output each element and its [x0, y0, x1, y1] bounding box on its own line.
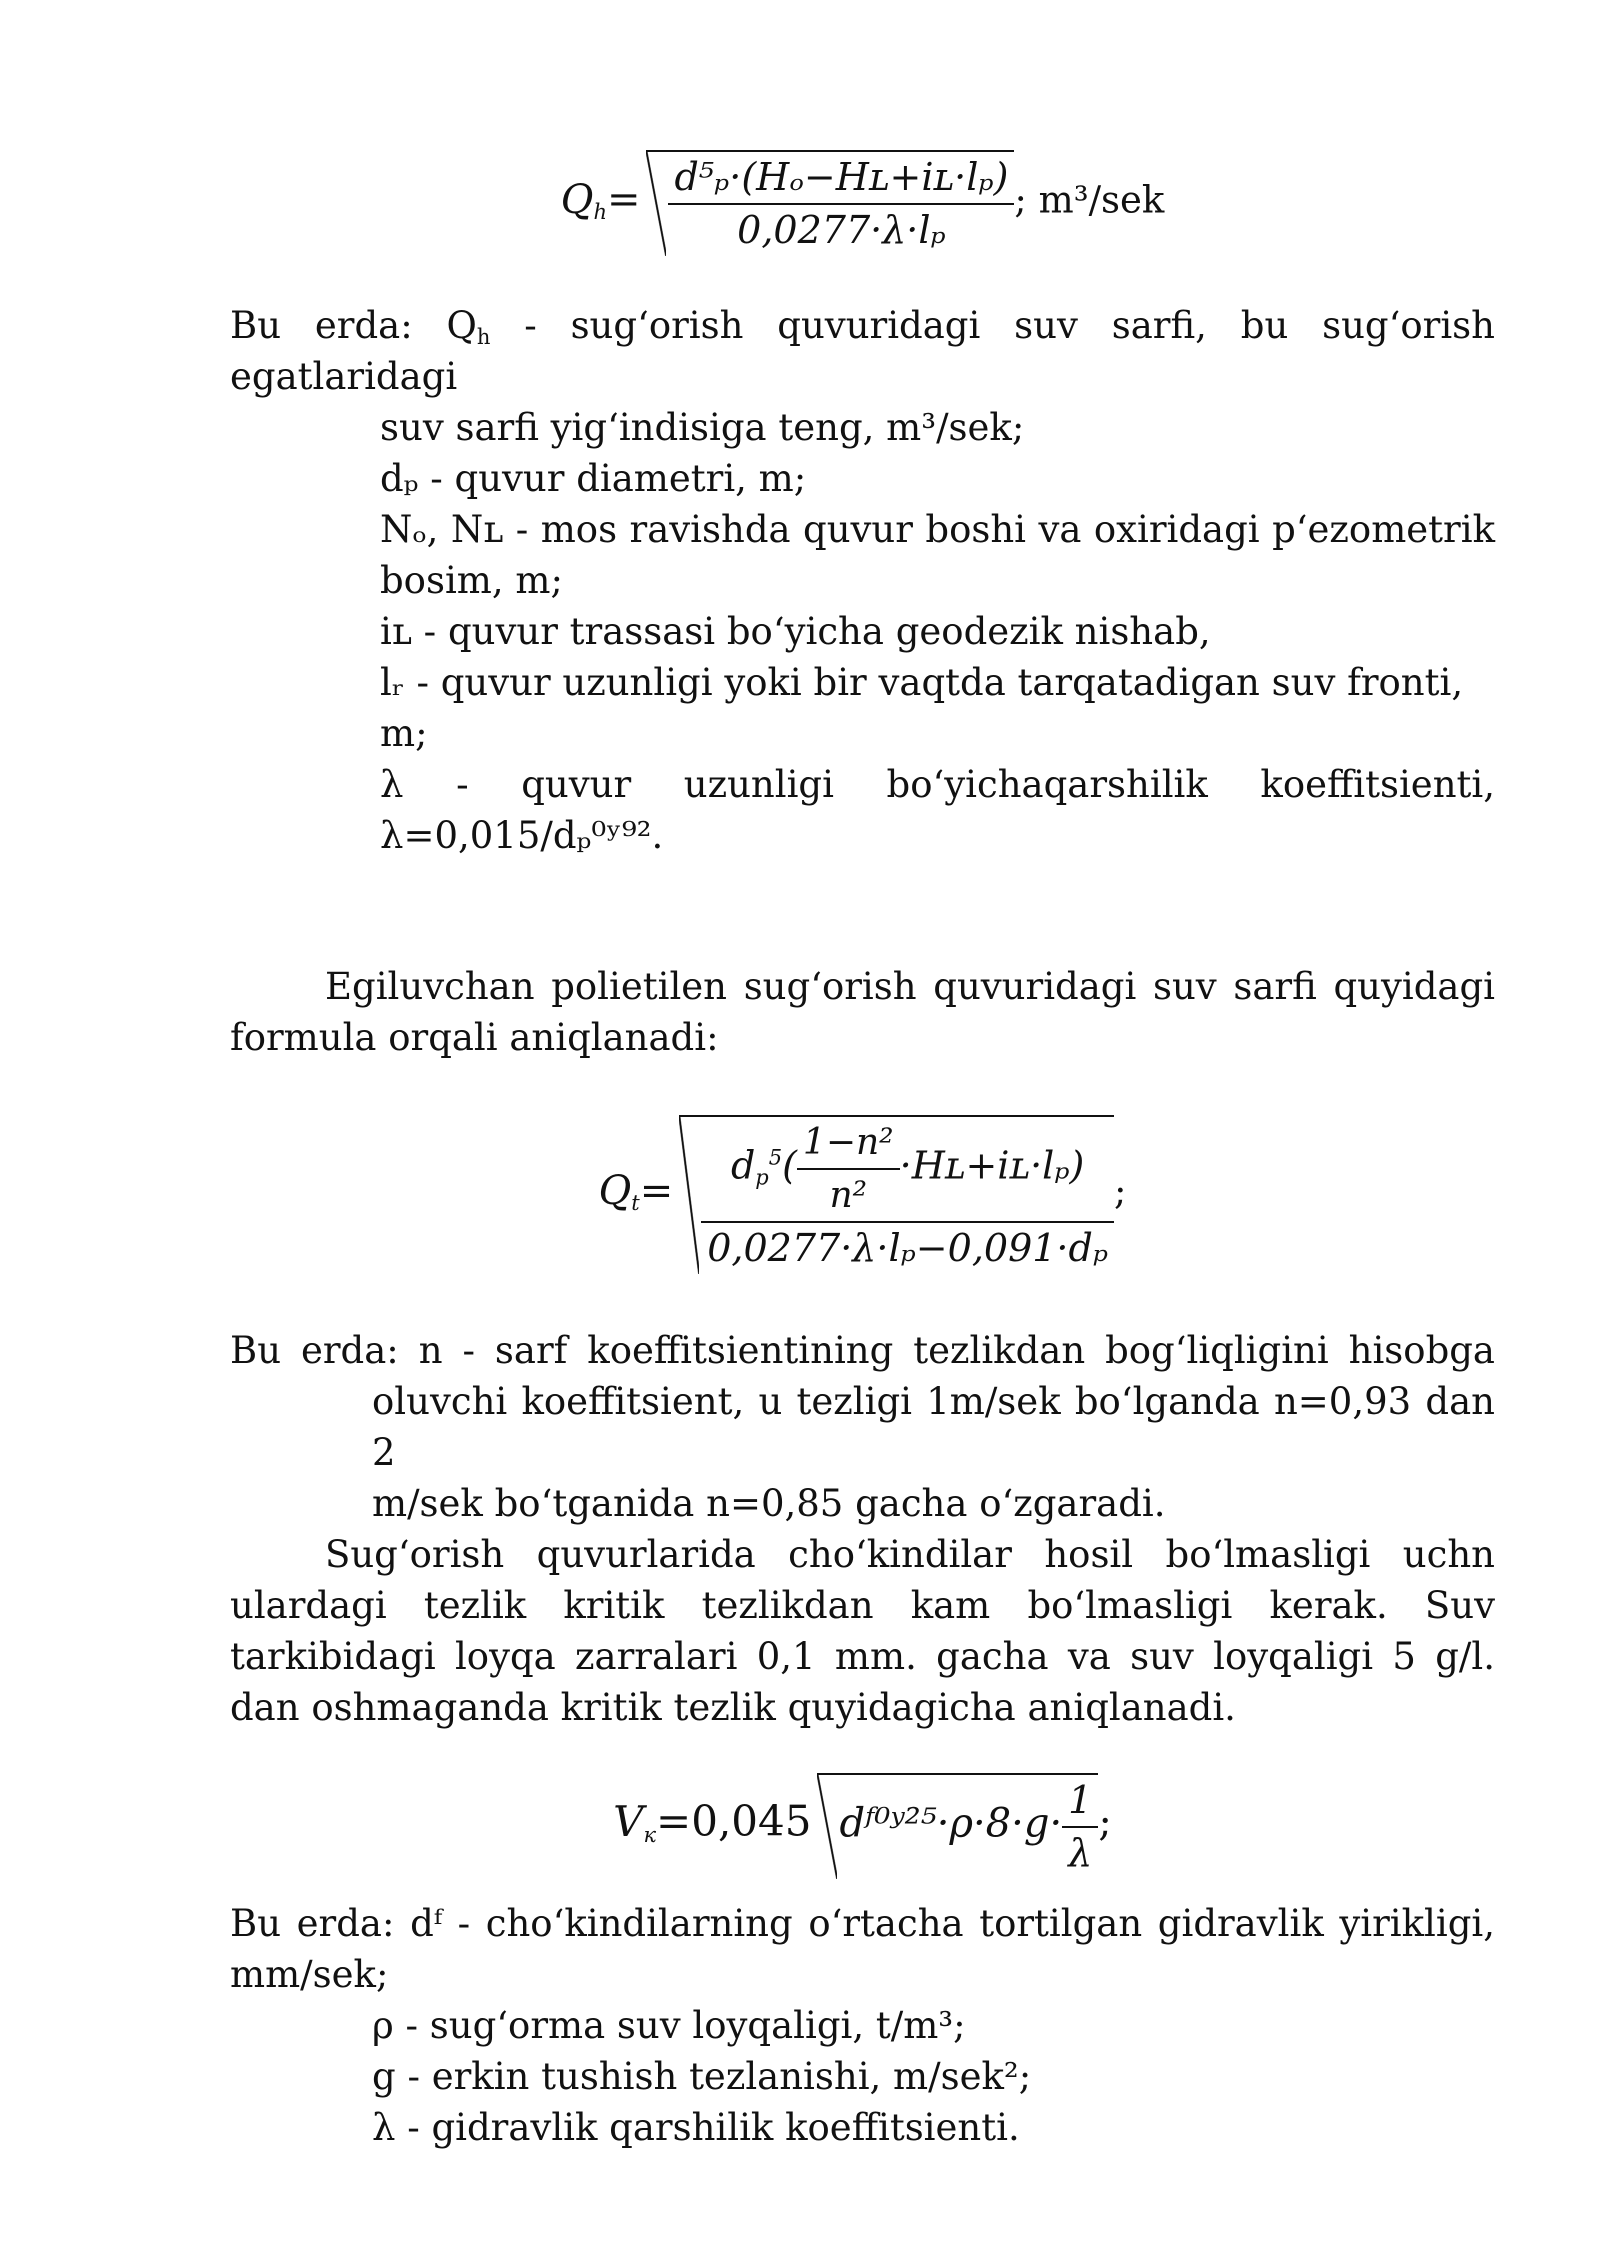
document-page [230, 150, 1495, 2153]
formula-qh: $Q_h=$ $\frac{\text{d⁵ₚ·(Hₒ−Hʟ+iʟ·lₚ)}}{\text{0,0277·λ·lₚ}}$ ; m³/sek [230, 150, 1495, 300]
def1-line9: λ=0,015/dₚ⁰ʸ⁹². [380, 814, 664, 857]
formula-vk-frac-den: λ [1068, 1831, 1093, 1875]
formula-qh-denominator: 0,0277·λ·lₚ [737, 208, 946, 252]
formula-qh-lhs: $Q_h$ [560, 176, 607, 224]
def3-line5: λ - gidravlik qarshilik koeffitsienti. [372, 2106, 1020, 2149]
def1-line4: Nₒ, Nʟ - mos ravishda quvur boshi va oxiridagi pʻezometrik [380, 508, 1495, 551]
def2-line2: oluvchi koeffitsient, u tezligi 1m/sek boʻlganda n=0,93 dan 2 [372, 1380, 1495, 1474]
formula-qt-tail: ; [1114, 1170, 1127, 1213]
formula-qh-numerator: d⁵ₚ·(Hₒ−Hʟ+iʟ·lₚ) [668, 152, 1014, 205]
def2-line3: m/sek boʻtganida n=0,85 gacha oʻzgaradi. [372, 1482, 1166, 1525]
formula-vk-lhs: $V_к$ [613, 1796, 657, 1847]
paragraph-critical-velocity: Sugʻorish quvurlarida choʻkindilar hosil boʻlmasligi uchn ulardagi tezlik kritik tezlikdan kam boʻlmasligi kerak. Suv tarkibidagi loyqa zarralari 0,1 mm. gacha va suv loyqaligi 5 g/l. dan oshmaganda kritik tezlik quyidagicha aniqlanadi. [230, 1533, 1495, 1729]
def3-line3: ρ - sugʻorma suv loyqaligi, t/m³; [372, 2004, 966, 2047]
formula-qt: $Q_t=$ $d_p^5$( $\frac{\text{1−n²}}{\text{n²}}$ ·Hʟ+iʟ·lₚ) 0,0277·λ·lₚ−0,091·dₚ ; [230, 1115, 1495, 1325]
def1-line5: bosim, m; [380, 559, 563, 602]
def3-line2: mm/sek; [230, 1953, 389, 1996]
def1-intro: Bu erda: $Q_h$ - sugʻorish quvuridagi suv sarfi, bu sugʻorish egatlaridagi [230, 304, 1495, 398]
def2-line1: Bu erda: n - sarf koeffitsientining tezlikdan bogʻliqligini hisobga [230, 1329, 1495, 1372]
formula-qt-denominator: 0,0277·λ·lₚ−0,091·dₚ [707, 1226, 1109, 1270]
def1-line2: suv sarfi yigʻindisiga teng, m³/sek; [380, 406, 1025, 449]
def1-line3: dₚ - quvur diametri, m; [380, 457, 807, 500]
def1-line7: lᵣ - quvur uzunligi yoki bir vaqtda tarqatadigan suv fronti, m; [380, 661, 1464, 755]
formula-qh-unit: ; m³/sek [1014, 178, 1165, 222]
formula-qt-lhs: $Q_t$ [598, 1168, 640, 1215]
formula-vk-tail: ; [1098, 1799, 1112, 1846]
formula-vk-coef: =0,045 [656, 1796, 812, 1846]
formula-qt-numerator: $d_p^5$( $\frac{\text{1−n²}}{\text{n²}}$ ·Hʟ+iʟ·lₚ) [701, 1117, 1114, 1223]
formula-vk [230, 1773, 1495, 1898]
def3-line1: Bu erda: dᶠ - choʻkindilarning oʻrtacha tortilgan gidravlik yirikligi, [230, 1902, 1495, 1945]
formula-vk-frac-num: 1 [1062, 1775, 1098, 1828]
paragraph-polyethylene: Egiluvchan polietilen sugʻorish quvuridagi suv sarfi quyidagi formula orqali aniqlanadi: [230, 965, 1495, 1059]
formula-vk-radicand: dᶠ⁰ʸ²⁵·ρ·8·g· [839, 1800, 1063, 1847]
def1-line6: iʟ - quvur trassasi boʻyicha geodezik nishab, [380, 610, 1211, 653]
def1-line8: λ - quvur uzunligi boʻyichaqarshilik koeffitsienti, [380, 763, 1495, 806]
def3-line4: g - erkin tushish tezlanishi, m/sek²; [372, 2055, 1032, 2098]
